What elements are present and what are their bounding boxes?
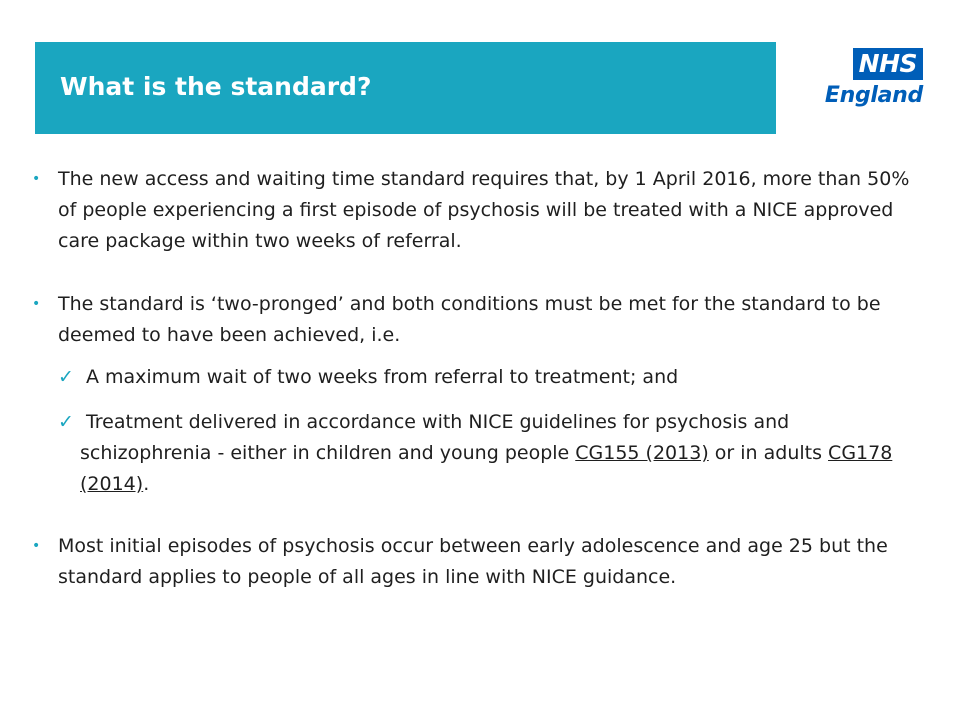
bullet-item	[32, 289, 922, 351]
check-text-end: .	[143, 473, 150, 495]
bullet-text: Most initial episodes of psychosis occur between early adolescence and age 25 but the standard applies to people of all ages in line with NICE guidance.	[58, 535, 888, 588]
slide-content	[32, 164, 922, 593]
nhs-logo-mark: NHS	[853, 48, 923, 80]
bullet-icon: •	[32, 538, 41, 554]
check-text: Treatment delivered in accordance with NICE guidelines for psychosis and schizophrenia - either in children and young people	[79, 411, 790, 464]
cg178-link[interactable]: CG178 (2014)	[80, 442, 893, 495]
bullet-icon: •	[32, 171, 41, 187]
check-item	[32, 362, 922, 393]
check-text: A maximum wait of two weeks from referral to treatment; and	[79, 366, 679, 388]
bullet-item	[32, 164, 922, 257]
cg155-link[interactable]: CG155 (2013)	[575, 442, 709, 464]
england-logo-text: England	[824, 83, 923, 108]
bullet-text: The standard is ‘two-pronged’ and both conditions must be met for the standard to be deemed to have been achieved, i.e.	[58, 293, 881, 346]
title-bar	[35, 42, 776, 134]
check-text-middle: or in adults	[708, 442, 829, 464]
bullet-item	[32, 531, 922, 593]
checkmark-icon: ✓	[58, 411, 74, 433]
page-title: What is the standard?	[60, 72, 372, 101]
checkmark-icon: ✓	[58, 366, 74, 388]
bullet-icon: •	[32, 296, 41, 312]
check-item	[32, 407, 922, 500]
bullet-text: The new access and waiting time standard requires that, by 1 April 2016, more than 50% of people experiencing a first episode of psychosis will be treated with a NICE approved care package within two weeks of referral.	[58, 168, 910, 252]
nhs-england-logo	[815, 48, 925, 114]
